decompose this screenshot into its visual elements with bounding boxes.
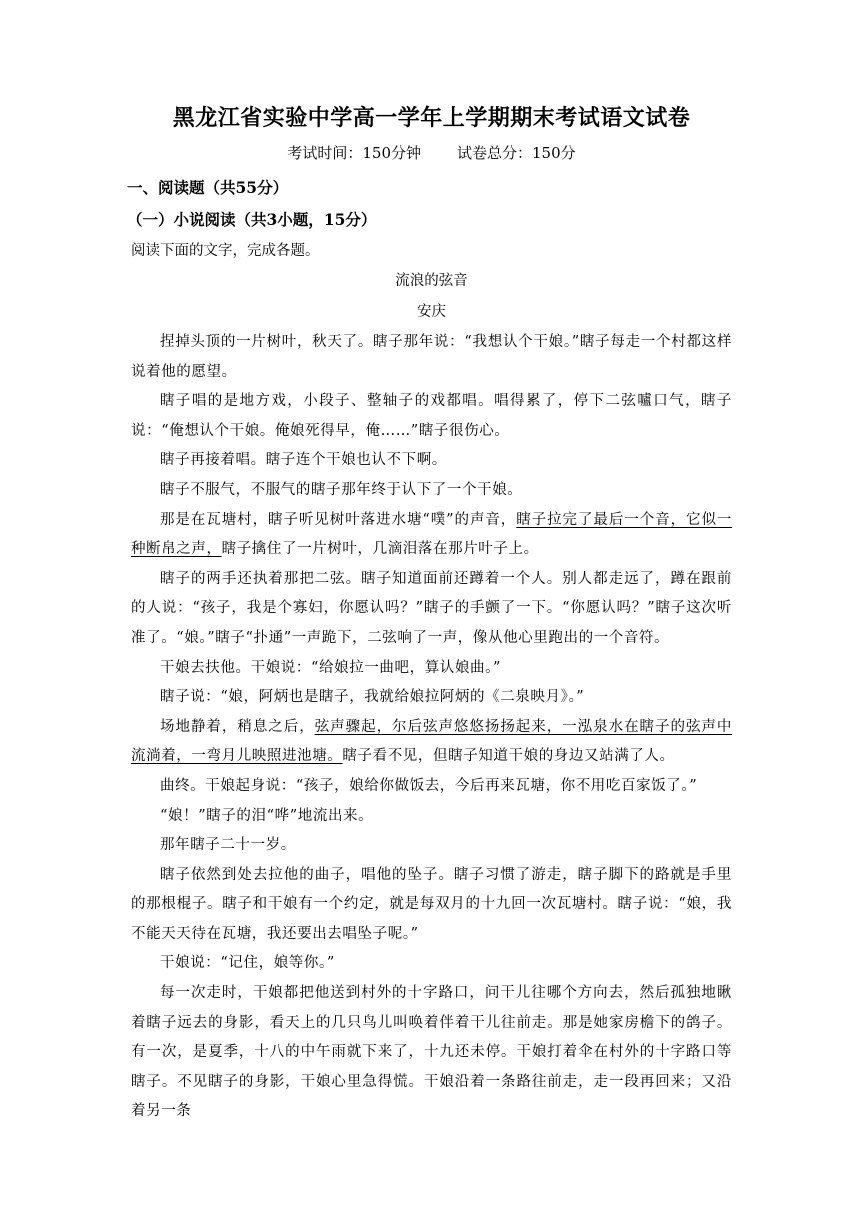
story-paragraph: 捏掉头顶的一片树叶，秋天了。瞎子那年说：“我想认个干娘。”瞎子每走一个村都这样说着他的愿望。	[131, 334, 732, 380]
story-paragraph	[131, 713, 732, 772]
story-paragraph: 瞎子再接着唱。瞎子连个干娘也认不下啊。	[160, 452, 447, 469]
paragraph-text: 瞎子看不见，但瞎子知道干娘的身边又站满了人。	[342, 748, 675, 765]
paragraph-text: 瞎子擒住了一片树叶，几滴泪落在那片叶子上。	[221, 541, 539, 558]
story-paragraph: 每一次走时，干娘都把他送到村外的十字路口，问干儿往哪个方向去，然后孤独地瞅着瞎子远去的身影，看天上的几只鸟儿叫唤着伴着干儿往前走。那是她家房檐下的鸽子。有一次，是夏季，十八的中午雨就下来了，十九还未停。干娘打着伞在村外的十字路口等瞎子。不见瞎子的身影，干娘心里急得慌。干娘沿着一条路往前走，走一段再回来；又沿着另一条	[131, 985, 732, 1120]
story-paragraph: 瞎子唱的是地方戏，小段子、整轴子的戏都唱。唱得累了，停下二弦嚧口气，瞎子说：“俺想认个干娘。俺娘死得早，俺……”瞎子很伤心。	[131, 393, 732, 439]
story-paragraph: “娘！”瞎子的泪“哗”地流出来。	[160, 807, 374, 824]
story-paragraph: 瞎子说：“娘，阿炳也是瞎子，我就给娘拉阿炳的《二泉映月》。”	[160, 689, 585, 706]
exam-time: 考试时间：150分钟	[287, 144, 421, 162]
section-heading-novel: （一）小说阅读（共3小题，15分）	[127, 210, 377, 229]
paragraph-text: 那是在瓦塘村，瞎子听见树叶落进水塘“噗”的声音，	[160, 511, 517, 528]
story-author: 安庆	[417, 304, 446, 320]
section-heading-part1: 一、阅读题（共55分）	[127, 178, 289, 197]
paragraph-text: 场地静着，稍息之后，	[160, 718, 315, 735]
story-paragraph: 瞎子不服气，不服气的瞎子那年终于认下了一个干娘。	[160, 481, 523, 498]
underlined-sentence: 弦声骤起，尔后弦声悠悠扬扬起来，一泓泉水在瞎子的弦声中流淌着，一弯月儿映照进池塘。	[131, 718, 733, 765]
story-paragraph: 那年瞎子二十一岁。	[160, 837, 296, 854]
story-paragraph: 瞎子的两手还执着那把二弦。瞎子知道面前还蹲着一个人。别人都走远了，蹲在跟前的人说：“孩子，我是个寡妇，你愿认吗？”瞎子的手颤了一下。“你愿认吗？”瞎子这次听准了。“娘。”瞎子“扑通”一声跪下，二弦响了一声，像从他心里跑出的一个音符。	[131, 570, 732, 646]
exam-meta	[131, 136, 732, 170]
story-paragraph: 瞎子依然到处去拉他的曲子，唱他的坠子。瞎子习惯了游走，瞎子脚下的路就是手里的那根棍子。瞎子和干娘有一个约定，就是每双月的十九回一次瓦塘村。瞎子说：“娘，我不能天天待在瓦塘，我还要出去唱坠子呢。”	[131, 866, 732, 942]
story-title: 流浪的弦音	[395, 273, 468, 289]
exam-title: 黑龙江省实验中学高一学年上学期期末考试语文试卷	[172, 105, 691, 131]
story-paragraph	[131, 506, 732, 565]
underlined-sentence: 瞎子拉完了最后一个音，它似一种断帛之声，	[131, 511, 732, 558]
story-paragraph: 干娘说：“记住，娘等你。”	[160, 955, 335, 972]
story-paragraph: 曲终。干娘起身说：“孩子，娘给你做饭去，今后再来瓦塘，你不用吃百家饭了。”	[160, 777, 698, 794]
total-score: 试卷总分：150分	[457, 144, 576, 162]
story-paragraph: 干娘去扶他。干娘说：“给娘拉一曲吧，算认娘曲。”	[160, 659, 501, 676]
reading-instruction: 阅读下面的文字，完成各题。	[131, 243, 320, 259]
